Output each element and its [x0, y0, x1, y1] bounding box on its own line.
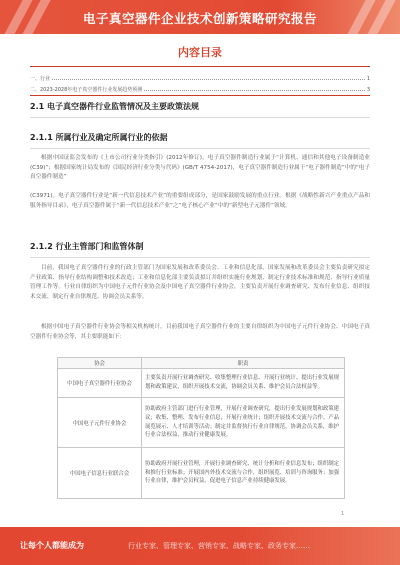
section-heading-2-1-2: 2.1.2 行业主管部门和监管体制 [30, 242, 144, 251]
toc-entry-label: 一、行业 [30, 76, 51, 82]
toc-divider [30, 66, 370, 67]
toc-entry[interactable] [30, 71, 370, 82]
footer-banner [0, 527, 400, 565]
paragraph-industry-classification: 根据中国证监会发布的《上市公司行业分类指引》(2012年修订)，电子真空器件制造行业属于“计算机、通信和其他电子设备制造业(C39)”；根据国家统计局发布的《国民经济行业分类与代码》(GB/T 4754-2017)，电子真空器件制造行业属于“电子器件制造”中的“电子真空器件制造” [30, 155, 370, 181]
footer-subslogan: 行业专家、管理专家、营销专家、战略专家、政务专家…… [128, 542, 310, 550]
toc-divider [30, 95, 370, 96]
toc-entry-page: 1 [366, 76, 370, 82]
paragraph-industry-associations: 根据中国电子真空器件行业协会等相关机构统计，目前我国电子真空器件行业的主要自律组织为中国电子元件行业协会、中国电子真空器件行业协会等，其主要职能如下： [30, 324, 370, 340]
association-name-cell: 中国电子真空器件行业协会 [58, 369, 142, 398]
report-title: 电子真空器件企业技术创新策略研究报告 [82, 11, 317, 26]
section-divider [30, 117, 370, 118]
association-name-cell: 中国电子信息行业联合会 [58, 448, 142, 499]
report-header-banner [0, 0, 400, 34]
table-header-cell: 协会 [58, 358, 142, 369]
table-row [58, 448, 345, 499]
paragraph-regulatory-authority: 目前，我国电子真空器件行业的行政主管部门为国家发展和改革委员会、工业和信息化部，国家发展和改革委员会主要负责研究拟定产业政策、指导行业结构调整和技术改造；工业和信息化部主要负责拟订并组织实施行业规划、制定行业技术标准和规范、指导行业质量管理工作等。行业自律组织为中国电子元件行业协会及中国电子真空器件行业协会，主要负责开展行业调查研究、发布行业信息、组织技术交流、制定行业自律规范、协调会员关系等。 [30, 265, 370, 300]
association-duty-cell: 协助政府主管部门进行行业管理，开展行业调查研究，提出行业发展规划和政策建议；收集、整理、发布行业信息，开展行业统计；组织开展技术交流与合作、产品展览展示、人才培训等活动；制定并监督执行行业自律规范，协调会员关系，维护行业合法权益，推动行业健康发展。 [142, 398, 345, 448]
table-row [58, 369, 345, 398]
page-number: 1 [341, 511, 345, 517]
section-divider [30, 257, 370, 258]
toc-entry-page: 3 [366, 87, 370, 93]
association-name-cell: 中国电子元件行业协会 [58, 398, 142, 448]
table-header-row [58, 358, 345, 369]
section-divider [30, 148, 370, 149]
toc-leader-dots [144, 90, 365, 91]
toc-entry-label: 二、2023-2028年电子真空器件行业发展趋势预测 [30, 87, 143, 93]
association-duty-cell: 协助政府开展行业管理，开展行业调查研究、统计分析和行业信息发布；组织制定和推行行业标准；开展国内外技术交流与合作，组织展览、培训与咨询服务；加强行业自律，维护会员权益，促进电子信息产业持续健康发展。 [142, 448, 345, 499]
footer-slogan: 让每个人都能成为 [20, 541, 84, 550]
table-row [58, 398, 345, 448]
paragraph-industry-classification-cont: (C3971)。电子真空器件行业是“新一代信息技术产业”的重要组成部分，是国家鼓励发展的重点行业。根据《战略性新兴产业重点产品和服务指导目录》，电子真空器件属于“新一代信息技术产业”之“电子核心产业”中的“新型电子元器件”领域。 [30, 193, 370, 209]
table-header-cell: 职责 [142, 358, 345, 369]
associations-table [57, 357, 345, 499]
toc-leader-dots [52, 79, 365, 80]
section-heading-2-1: 2.1 电子真空器件行业监管情况及主要政策法规 [30, 102, 199, 111]
association-duty-cell: 主要负责开展行业调查研究、收集整理行业信息、开展行业统计、提出行业发展规划和政策建议，组织开展技术交流，协调会员关系、维护会员合法权益等。 [142, 369, 345, 398]
section-heading-2-1-1: 2.1.1 所属行业及确定所属行业的依据 [30, 133, 168, 142]
toc-entry[interactable] [30, 82, 370, 93]
toc-heading: 内容目录 [178, 46, 222, 59]
